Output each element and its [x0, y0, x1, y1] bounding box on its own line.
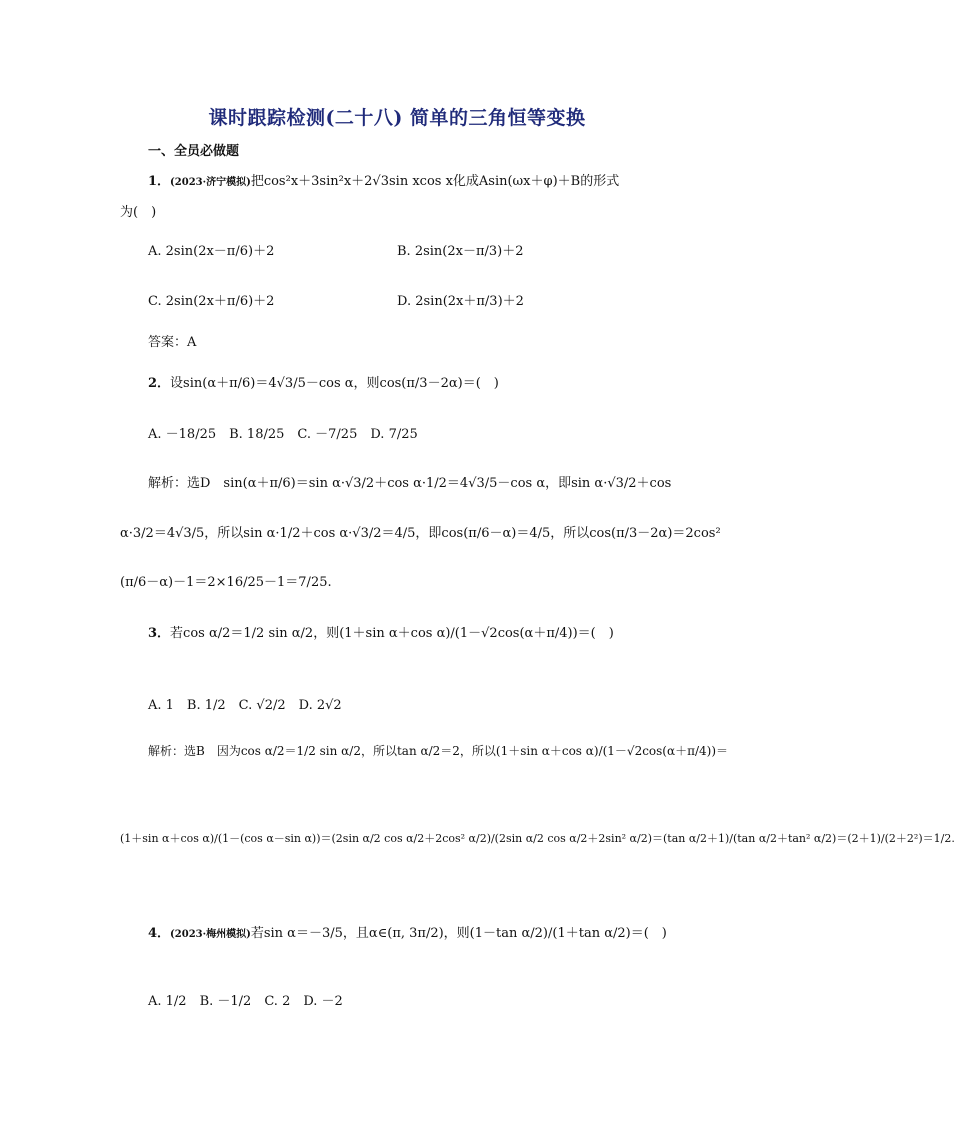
question-1-option-c: C. 2sin(2x＋π/6)＋2: [148, 294, 275, 309]
question-2-text: 设sin(α＋π/6)＝4√3/5－cos α，则cos(π/3－2α)＝( ): [170, 376, 499, 391]
question-4-source: (2023·梅州模拟): [170, 929, 251, 940]
question-1-stem-end: 为( ): [120, 205, 157, 220]
question-3-stem: [148, 622, 614, 641]
question-3-options: A. 1 B. 1/2 C. √2/2 D. 2√2: [148, 698, 342, 713]
page-title: 课时跟踪检测(二十八) 简单的三角恒等变换: [208, 107, 586, 129]
question-4-options: A. 1/2 B. －1/2 C. 2 D. －2: [148, 994, 343, 1009]
question-1-option-b: B. 2sin(2x－π/3)＋2: [397, 244, 524, 259]
question-1-answer: 答案：A: [148, 335, 197, 350]
question-4-stem: [148, 922, 667, 941]
question-4-number: 4．: [148, 926, 171, 941]
question-1-source: (2023·济宁模拟): [170, 177, 251, 188]
question-2-options: A. －18/25 B. 18/25 C. －7/25 D. 7/25: [148, 427, 418, 442]
question-1-text: 把cos²x＋3sin²x＋2√3sin xcos x化成Asin(ωx＋φ)＋B的形式: [250, 174, 620, 189]
question-2-solution-line-3: (π/6－α)－1＝2×16/25－1＝7/25.: [120, 575, 332, 590]
question-4-text: 若sin α＝－3/5，且α∈(π, 3π/2)，则(1－tan α/2)/(1＋tan α/2)＝( ): [250, 926, 667, 941]
question-3-number: 3．: [148, 626, 171, 641]
question-1-number: 1．: [148, 174, 171, 189]
question-2-solution-line-2: α·3/2＝4√3/5，所以sin α·1/2＋cos α·√3/2＝4/5，即cos(π/6－α)＝4/5，所以cos(π/3－2α)＝2cos²: [120, 526, 721, 541]
question-3-solution-line-1: 解析：选B 因为cos α/2＝1/2 sin α/2，所以tan α/2＝2，所以(1＋sin α＋cos α)/(1－√2cos(α＋π/4))＝: [148, 744, 729, 758]
question-2-solution-line-1: 解析：选D sin(α＋π/6)＝sin α·√3/2＋cos α·1/2＝4√3/5－cos α，即sin α·√3/2＋cos: [148, 476, 672, 491]
question-2-number: 2．: [148, 376, 171, 391]
question-1-stem: [148, 170, 619, 189]
question-1-option-a: A. 2sin(2x－π/6)＋2: [148, 244, 275, 259]
question-2-stem: [148, 372, 499, 391]
question-3-text: 若cos α/2＝1/2 sin α/2，则(1＋sin α＋cos α)/(1－√2cos(α＋π/4))＝( ): [170, 626, 614, 641]
question-3-solution-line-2: (1＋sin α＋cos α)/(1－(cos α－sin α))＝(2sin α/2 cos α/2＋2cos² α/2)/(2sin α/2 cos α/2＋2sin² α/2)＝(tan α/2＋1)/(tan α/2＋tan² α/2)＝(2＋1)/(2＋2²)＝1/2.: [120, 832, 955, 845]
section-heading: 一、全员必做题: [148, 144, 240, 159]
question-1-option-d: D. 2sin(2x＋π/3)＋2: [397, 294, 524, 309]
